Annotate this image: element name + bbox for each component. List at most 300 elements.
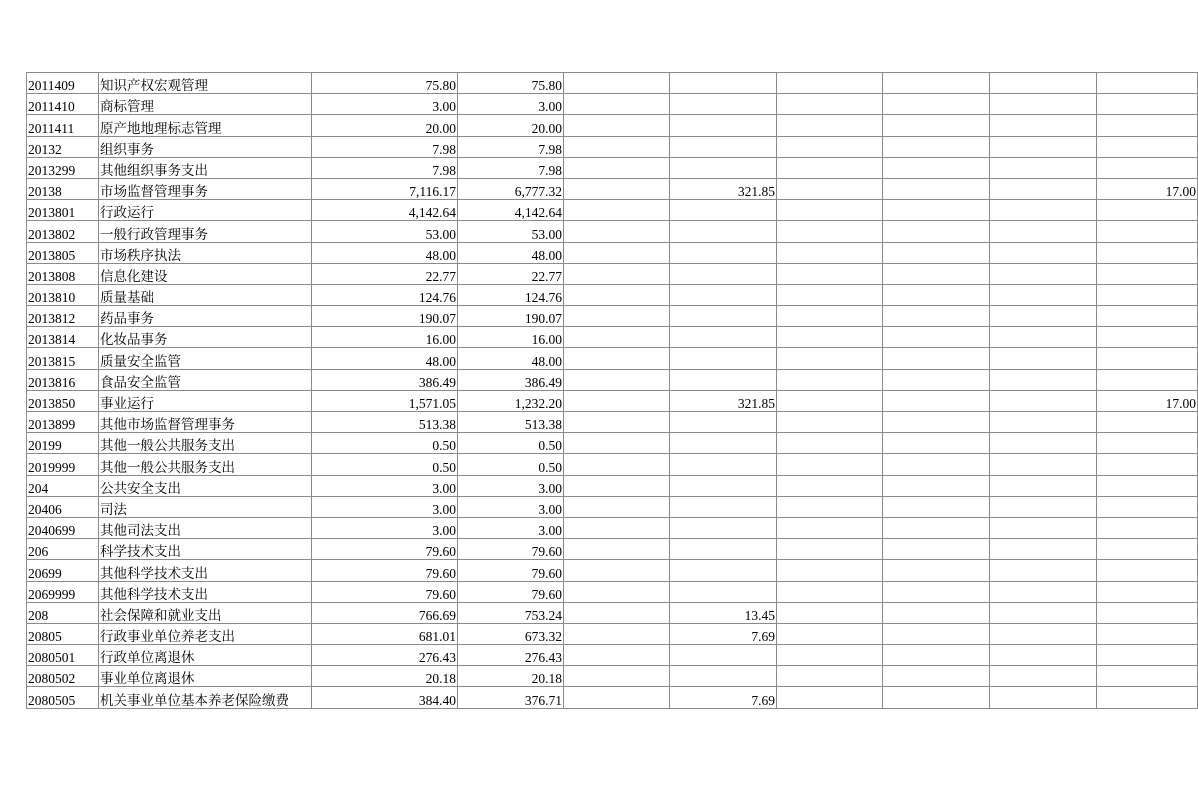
column-3-cell <box>564 115 670 136</box>
total-amount-cell: 79.60 <box>312 560 458 581</box>
basic-expenditure-cell: 1,232.20 <box>458 390 564 411</box>
column-3-cell <box>564 369 670 390</box>
total-amount-cell: 0.50 <box>312 433 458 454</box>
item-name-cell: 社会保障和就业支出 <box>99 602 312 623</box>
total-amount-cell: 1,571.05 <box>312 390 458 411</box>
column-7-cell <box>990 645 1097 666</box>
column-8-cell <box>1097 433 1198 454</box>
column-8-cell <box>1097 136 1198 157</box>
table-row <box>27 178 1198 199</box>
column-4-cell <box>670 348 777 369</box>
column-6-cell <box>883 602 990 623</box>
column-6-cell <box>883 666 990 687</box>
column-4-cell <box>670 94 777 115</box>
column-6-cell <box>883 242 990 263</box>
item-code-cell: 2013899 <box>27 412 99 433</box>
column-3-cell <box>564 666 670 687</box>
item-name-cell: 质量安全监管 <box>99 348 312 369</box>
total-amount-cell: 124.76 <box>312 284 458 305</box>
column-8-cell: 17.00 <box>1097 178 1198 199</box>
column-4-cell <box>670 560 777 581</box>
table-row <box>27 454 1198 475</box>
item-code-cell: 20138 <box>27 178 99 199</box>
basic-expenditure-cell: 79.60 <box>458 539 564 560</box>
column-3-cell <box>564 560 670 581</box>
column-3-cell <box>564 348 670 369</box>
item-name-cell: 其他一般公共服务支出 <box>99 433 312 454</box>
item-code-cell: 20406 <box>27 496 99 517</box>
column-6-cell <box>883 178 990 199</box>
item-code-cell: 208 <box>27 602 99 623</box>
basic-expenditure-cell: 3.00 <box>458 475 564 496</box>
column-8-cell <box>1097 369 1198 390</box>
column-5-cell <box>777 666 883 687</box>
column-5-cell <box>777 327 883 348</box>
item-code-cell: 2013810 <box>27 284 99 305</box>
column-3-cell <box>564 433 670 454</box>
column-4-cell <box>670 306 777 327</box>
item-name-cell: 机关事业单位基本养老保险缴费 <box>99 687 312 708</box>
table-row <box>27 369 1198 390</box>
column-8-cell <box>1097 115 1198 136</box>
column-6-cell <box>883 645 990 666</box>
column-4-cell: 7.69 <box>670 623 777 644</box>
item-name-cell: 事业单位离退休 <box>99 666 312 687</box>
basic-expenditure-cell: 48.00 <box>458 348 564 369</box>
column-8-cell <box>1097 496 1198 517</box>
basic-expenditure-cell: 124.76 <box>458 284 564 305</box>
table-row <box>27 581 1198 602</box>
column-4-cell <box>670 412 777 433</box>
column-5-cell <box>777 687 883 708</box>
column-3-cell <box>564 517 670 538</box>
column-5-cell <box>777 284 883 305</box>
item-name-cell: 行政事业单位养老支出 <box>99 623 312 644</box>
column-5-cell <box>777 200 883 221</box>
total-amount-cell: 3.00 <box>312 94 458 115</box>
item-code-cell: 2013814 <box>27 327 99 348</box>
table-row <box>27 433 1198 454</box>
item-code-cell: 20805 <box>27 623 99 644</box>
column-5-cell <box>777 73 883 94</box>
item-name-cell: 其他一般公共服务支出 <box>99 454 312 475</box>
total-amount-cell: 513.38 <box>312 412 458 433</box>
item-name-cell: 原产地地理标志管理 <box>99 115 312 136</box>
total-amount-cell: 3.00 <box>312 496 458 517</box>
item-name-cell: 市场监督管理事务 <box>99 178 312 199</box>
column-6-cell <box>883 475 990 496</box>
column-4-cell <box>670 284 777 305</box>
column-6-cell <box>883 412 990 433</box>
column-8-cell <box>1097 73 1198 94</box>
column-5-cell <box>777 94 883 115</box>
item-name-cell: 知识产权宏观管理 <box>99 73 312 94</box>
column-6-cell <box>883 73 990 94</box>
item-code-cell: 2040699 <box>27 517 99 538</box>
table-row <box>27 94 1198 115</box>
item-name-cell: 一般行政管理事务 <box>99 221 312 242</box>
column-6-cell <box>883 539 990 560</box>
column-7-cell <box>990 94 1097 115</box>
column-6-cell <box>883 623 990 644</box>
column-4-cell <box>670 157 777 178</box>
basic-expenditure-cell: 190.07 <box>458 306 564 327</box>
column-4-cell <box>670 475 777 496</box>
total-amount-cell: 276.43 <box>312 645 458 666</box>
column-6-cell <box>883 94 990 115</box>
column-6-cell <box>883 157 990 178</box>
column-4-cell <box>670 517 777 538</box>
column-5-cell <box>777 221 883 242</box>
column-7-cell <box>990 306 1097 327</box>
column-7-cell <box>990 115 1097 136</box>
column-7-cell <box>990 412 1097 433</box>
column-4-cell: 321.85 <box>670 390 777 411</box>
column-5-cell <box>777 454 883 475</box>
table-row <box>27 390 1198 411</box>
item-name-cell: 市场秩序执法 <box>99 242 312 263</box>
column-3-cell <box>564 623 670 644</box>
table-row <box>27 284 1198 305</box>
basic-expenditure-cell: 3.00 <box>458 94 564 115</box>
column-6-cell <box>883 687 990 708</box>
column-3-cell <box>564 412 670 433</box>
table-row <box>27 136 1198 157</box>
column-4-cell <box>670 433 777 454</box>
column-6-cell <box>883 454 990 475</box>
column-3-cell <box>564 242 670 263</box>
column-7-cell <box>990 263 1097 284</box>
table-row <box>27 263 1198 284</box>
column-3-cell <box>564 475 670 496</box>
column-8-cell <box>1097 348 1198 369</box>
item-name-cell: 公共安全支出 <box>99 475 312 496</box>
column-5-cell <box>777 306 883 327</box>
column-7-cell <box>990 539 1097 560</box>
table-row <box>27 623 1198 644</box>
table-row <box>27 221 1198 242</box>
item-code-cell: 2011409 <box>27 73 99 94</box>
table-row <box>27 496 1198 517</box>
column-4-cell <box>670 327 777 348</box>
basic-expenditure-cell: 0.50 <box>458 433 564 454</box>
basic-expenditure-cell: 4,142.64 <box>458 200 564 221</box>
table-row <box>27 157 1198 178</box>
total-amount-cell: 79.60 <box>312 581 458 602</box>
basic-expenditure-cell: 48.00 <box>458 242 564 263</box>
column-7-cell <box>990 157 1097 178</box>
column-8-cell <box>1097 327 1198 348</box>
column-5-cell <box>777 645 883 666</box>
column-6-cell <box>883 369 990 390</box>
column-5-cell <box>777 412 883 433</box>
column-7-cell <box>990 369 1097 390</box>
basic-expenditure-cell: 386.49 <box>458 369 564 390</box>
column-4-cell <box>670 369 777 390</box>
basic-expenditure-cell: 7.98 <box>458 157 564 178</box>
total-amount-cell: 22.77 <box>312 263 458 284</box>
item-name-cell: 其他组织事务支出 <box>99 157 312 178</box>
column-6-cell <box>883 136 990 157</box>
item-code-cell: 20132 <box>27 136 99 157</box>
column-8-cell <box>1097 284 1198 305</box>
column-7-cell <box>990 496 1097 517</box>
basic-expenditure-cell: 16.00 <box>458 327 564 348</box>
column-4-cell: 321.85 <box>670 178 777 199</box>
column-8-cell <box>1097 645 1198 666</box>
column-8-cell <box>1097 157 1198 178</box>
column-7-cell <box>990 348 1097 369</box>
column-7-cell <box>990 475 1097 496</box>
column-5-cell <box>777 115 883 136</box>
column-6-cell <box>883 327 990 348</box>
table-row <box>27 348 1198 369</box>
column-8-cell <box>1097 200 1198 221</box>
total-amount-cell: 48.00 <box>312 242 458 263</box>
column-5-cell <box>777 496 883 517</box>
basic-expenditure-cell: 3.00 <box>458 517 564 538</box>
column-4-cell <box>670 115 777 136</box>
item-code-cell: 2019999 <box>27 454 99 475</box>
column-5-cell <box>777 539 883 560</box>
item-code-cell: 2080502 <box>27 666 99 687</box>
item-code-cell: 2011410 <box>27 94 99 115</box>
total-amount-cell: 681.01 <box>312 623 458 644</box>
item-name-cell: 药品事务 <box>99 306 312 327</box>
column-8-cell <box>1097 666 1198 687</box>
table-row <box>27 73 1198 94</box>
column-3-cell <box>564 327 670 348</box>
column-5-cell <box>777 560 883 581</box>
column-7-cell <box>990 687 1097 708</box>
column-3-cell <box>564 178 670 199</box>
item-name-cell: 司法 <box>99 496 312 517</box>
column-4-cell: 13.45 <box>670 602 777 623</box>
column-5-cell <box>777 242 883 263</box>
basic-expenditure-cell: 79.60 <box>458 560 564 581</box>
basic-expenditure-cell: 673.32 <box>458 623 564 644</box>
column-7-cell <box>990 200 1097 221</box>
column-8-cell <box>1097 412 1198 433</box>
item-name-cell: 其他市场监督管理事务 <box>99 412 312 433</box>
column-4-cell <box>670 454 777 475</box>
item-name-cell: 事业运行 <box>99 390 312 411</box>
item-name-cell: 行政运行 <box>99 200 312 221</box>
column-5-cell <box>777 433 883 454</box>
column-8-cell <box>1097 475 1198 496</box>
total-amount-cell: 3.00 <box>312 475 458 496</box>
column-7-cell <box>990 433 1097 454</box>
item-code-cell: 2080505 <box>27 687 99 708</box>
column-6-cell <box>883 284 990 305</box>
column-5-cell <box>777 157 883 178</box>
table-row <box>27 539 1198 560</box>
basic-expenditure-cell: 0.50 <box>458 454 564 475</box>
item-code-cell: 2013805 <box>27 242 99 263</box>
column-8-cell: 17.00 <box>1097 390 1198 411</box>
basic-expenditure-cell: 22.77 <box>458 263 564 284</box>
table-row <box>27 666 1198 687</box>
column-4-cell <box>670 581 777 602</box>
column-7-cell <box>990 178 1097 199</box>
total-amount-cell: 20.00 <box>312 115 458 136</box>
total-amount-cell: 4,142.64 <box>312 200 458 221</box>
basic-expenditure-cell: 753.24 <box>458 602 564 623</box>
item-name-cell: 科学技术支出 <box>99 539 312 560</box>
column-5-cell <box>777 136 883 157</box>
column-5-cell <box>777 623 883 644</box>
column-8-cell <box>1097 560 1198 581</box>
total-amount-cell: 48.00 <box>312 348 458 369</box>
column-5-cell <box>777 475 883 496</box>
column-3-cell <box>564 390 670 411</box>
column-3-cell <box>564 94 670 115</box>
total-amount-cell: 79.60 <box>312 539 458 560</box>
column-3-cell <box>564 157 670 178</box>
column-7-cell <box>990 221 1097 242</box>
column-8-cell <box>1097 539 1198 560</box>
total-amount-cell: 3.00 <box>312 517 458 538</box>
item-name-cell: 食品安全监管 <box>99 369 312 390</box>
column-5-cell <box>777 369 883 390</box>
item-code-cell: 206 <box>27 539 99 560</box>
item-code-cell: 20199 <box>27 433 99 454</box>
column-3-cell <box>564 645 670 666</box>
table-row <box>27 242 1198 263</box>
item-code-cell: 2013850 <box>27 390 99 411</box>
column-4-cell <box>670 263 777 284</box>
column-8-cell <box>1097 94 1198 115</box>
column-4-cell <box>670 496 777 517</box>
column-7-cell <box>990 560 1097 581</box>
total-amount-cell: 53.00 <box>312 221 458 242</box>
item-code-cell: 2013802 <box>27 221 99 242</box>
basic-expenditure-cell: 6,777.32 <box>458 178 564 199</box>
basic-expenditure-cell: 3.00 <box>458 496 564 517</box>
column-6-cell <box>883 348 990 369</box>
column-8-cell <box>1097 623 1198 644</box>
item-name-cell: 商标管理 <box>99 94 312 115</box>
column-6-cell <box>883 390 990 411</box>
column-4-cell <box>670 242 777 263</box>
item-name-cell: 其他司法支出 <box>99 517 312 538</box>
column-7-cell <box>990 73 1097 94</box>
column-3-cell <box>564 539 670 560</box>
column-6-cell <box>883 200 990 221</box>
column-8-cell <box>1097 581 1198 602</box>
item-code-cell: 2013812 <box>27 306 99 327</box>
column-4-cell <box>670 73 777 94</box>
column-3-cell <box>564 581 670 602</box>
column-5-cell <box>777 581 883 602</box>
item-name-cell: 质量基础 <box>99 284 312 305</box>
item-code-cell: 20699 <box>27 560 99 581</box>
column-7-cell <box>990 390 1097 411</box>
total-amount-cell: 0.50 <box>312 454 458 475</box>
basic-expenditure-cell: 20.18 <box>458 666 564 687</box>
column-6-cell <box>883 496 990 517</box>
column-3-cell <box>564 602 670 623</box>
item-code-cell: 204 <box>27 475 99 496</box>
total-amount-cell: 7.98 <box>312 136 458 157</box>
column-7-cell <box>990 517 1097 538</box>
column-7-cell <box>990 666 1097 687</box>
item-code-cell: 2013299 <box>27 157 99 178</box>
column-7-cell <box>990 242 1097 263</box>
column-3-cell <box>564 200 670 221</box>
column-7-cell <box>990 136 1097 157</box>
column-4-cell <box>670 200 777 221</box>
column-8-cell <box>1097 454 1198 475</box>
column-5-cell <box>777 348 883 369</box>
column-5-cell <box>777 178 883 199</box>
column-6-cell <box>883 115 990 136</box>
column-7-cell <box>990 602 1097 623</box>
item-code-cell: 2013816 <box>27 369 99 390</box>
column-5-cell <box>777 517 883 538</box>
basic-expenditure-cell: 20.00 <box>458 115 564 136</box>
column-3-cell <box>564 687 670 708</box>
table-row <box>27 412 1198 433</box>
item-code-cell: 2013815 <box>27 348 99 369</box>
table-row <box>27 602 1198 623</box>
column-3-cell <box>564 454 670 475</box>
column-8-cell <box>1097 263 1198 284</box>
column-7-cell <box>990 454 1097 475</box>
table-row <box>27 327 1198 348</box>
column-4-cell <box>670 539 777 560</box>
column-3-cell <box>564 73 670 94</box>
column-3-cell <box>564 136 670 157</box>
column-3-cell <box>564 263 670 284</box>
column-3-cell <box>564 496 670 517</box>
total-amount-cell: 190.07 <box>312 306 458 327</box>
column-8-cell <box>1097 306 1198 327</box>
table-row <box>27 687 1198 708</box>
budget-table <box>26 72 1198 709</box>
column-7-cell <box>990 581 1097 602</box>
table-row <box>27 306 1198 327</box>
table-row <box>27 517 1198 538</box>
column-3-cell <box>564 221 670 242</box>
column-3-cell <box>564 306 670 327</box>
column-4-cell <box>670 221 777 242</box>
item-code-cell: 2013808 <box>27 263 99 284</box>
column-4-cell: 7.69 <box>670 687 777 708</box>
column-8-cell <box>1097 602 1198 623</box>
column-5-cell <box>777 602 883 623</box>
item-name-cell: 信息化建设 <box>99 263 312 284</box>
table-row <box>27 475 1198 496</box>
column-7-cell <box>990 623 1097 644</box>
column-6-cell <box>883 221 990 242</box>
item-code-cell: 2080501 <box>27 645 99 666</box>
item-name-cell: 行政单位离退休 <box>99 645 312 666</box>
column-5-cell <box>777 390 883 411</box>
total-amount-cell: 766.69 <box>312 602 458 623</box>
column-6-cell <box>883 560 990 581</box>
table-row <box>27 560 1198 581</box>
total-amount-cell: 75.80 <box>312 73 458 94</box>
total-amount-cell: 7,116.17 <box>312 178 458 199</box>
total-amount-cell: 20.18 <box>312 666 458 687</box>
table-row <box>27 645 1198 666</box>
column-6-cell <box>883 433 990 454</box>
column-8-cell <box>1097 221 1198 242</box>
item-name-cell: 其他科学技术支出 <box>99 560 312 581</box>
column-4-cell <box>670 645 777 666</box>
basic-expenditure-cell: 513.38 <box>458 412 564 433</box>
